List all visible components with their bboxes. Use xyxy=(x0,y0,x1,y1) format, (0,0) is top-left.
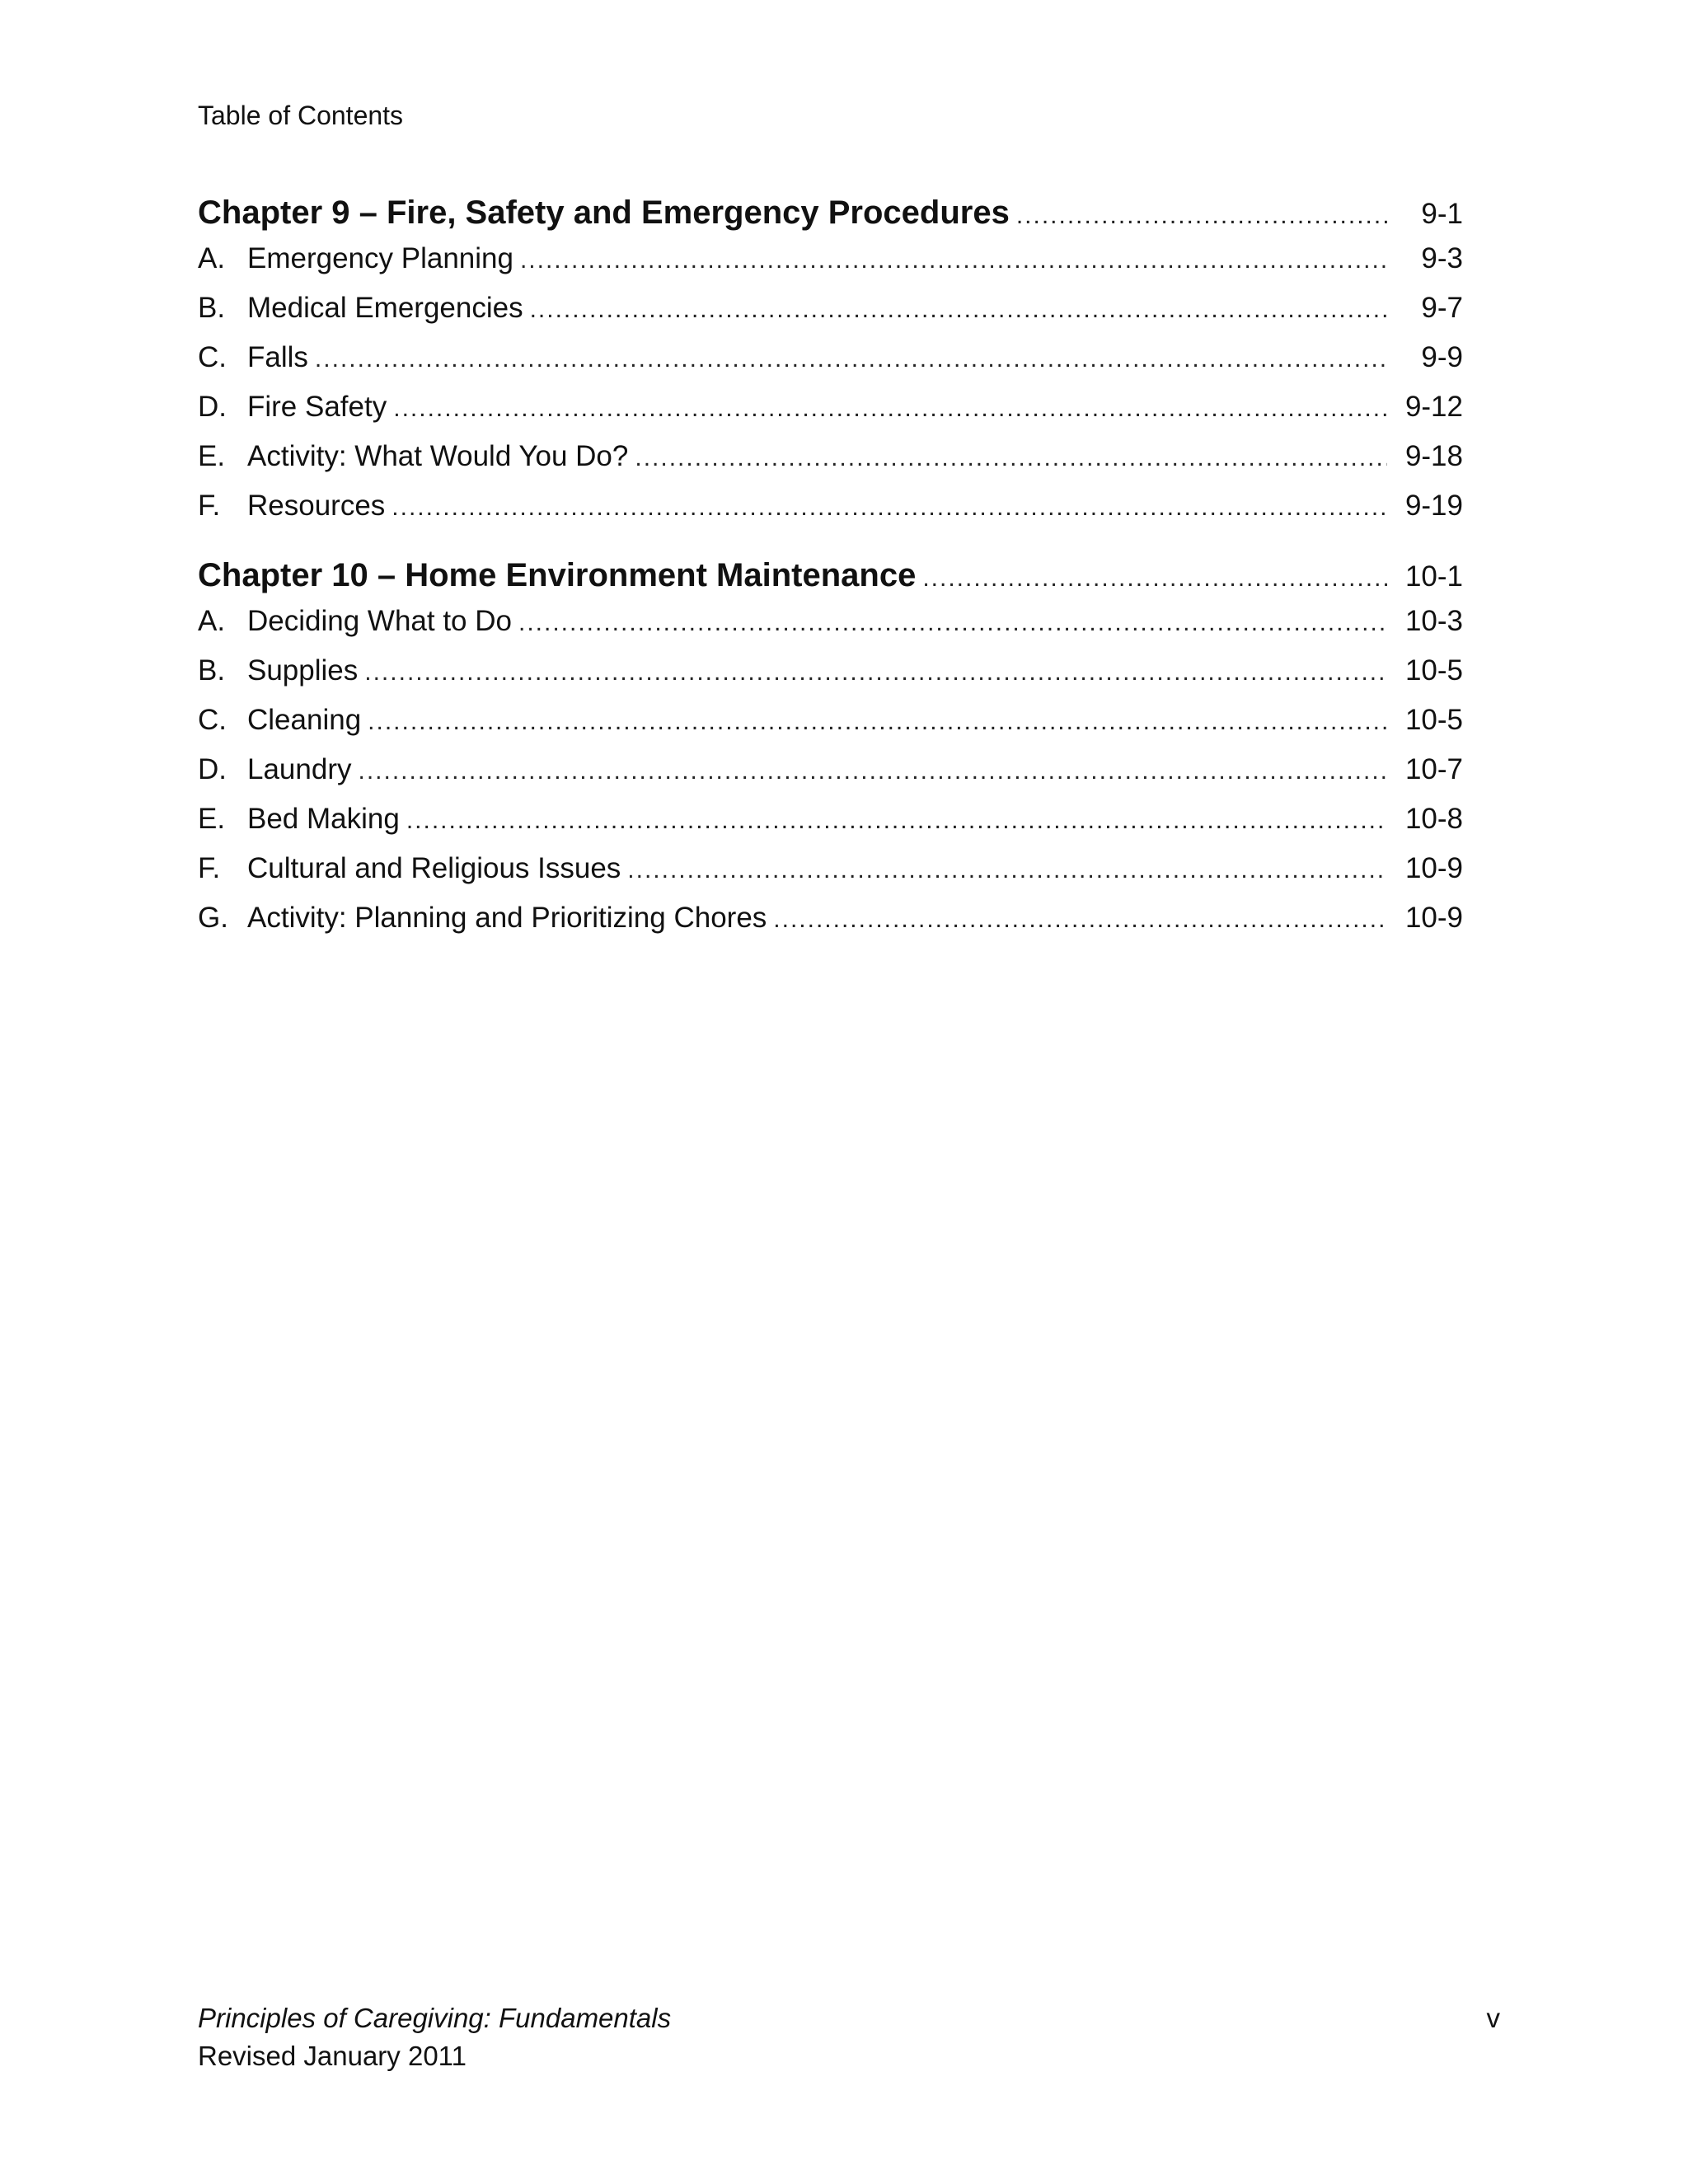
entry-letter: C. xyxy=(198,704,227,736)
entry-page-number: 9-7 xyxy=(1421,292,1463,324)
entry-letter: G. xyxy=(198,902,228,934)
entry-title: Cleaning xyxy=(247,704,362,736)
book-title: Principles of Caregiving: Fundamentals xyxy=(198,2003,672,2033)
entry-title: Falls xyxy=(247,341,308,373)
entry-page-number: 9-3 xyxy=(1421,242,1463,274)
chapter-10-section xyxy=(198,557,1463,951)
toc-entry[interactable] xyxy=(198,292,1463,341)
chapter-page-number: 10-1 xyxy=(1404,560,1463,593)
chapter-9-section xyxy=(198,194,1463,539)
entry-page-number: 9-19 xyxy=(1404,490,1463,522)
running-header: Table of Contents xyxy=(198,101,404,130)
toc-entry[interactable] xyxy=(198,654,1463,704)
toc-entry[interactable] xyxy=(198,704,1463,753)
entry-letter: E. xyxy=(198,440,226,472)
entry-title: Fire Safety xyxy=(247,391,387,423)
entry-title: Cultural and Religious Issues xyxy=(247,852,621,884)
dot-leader xyxy=(627,856,1387,884)
dot-leader xyxy=(530,296,1387,324)
toc-entry[interactable] xyxy=(198,341,1463,391)
toc-entry[interactable] xyxy=(198,753,1463,803)
entry-page-number: 10-3 xyxy=(1404,605,1463,637)
entry-title: Bed Making xyxy=(247,803,400,835)
entry-letter: D. xyxy=(198,753,227,785)
dot-leader xyxy=(1016,202,1387,230)
entry-page-number: 10-7 xyxy=(1404,753,1463,785)
chapter-heading[interactable] xyxy=(198,557,1463,605)
dot-leader xyxy=(358,757,1387,785)
dot-leader xyxy=(315,345,1387,373)
page-footer xyxy=(198,1999,1500,2075)
entry-page-number: 9-18 xyxy=(1404,440,1463,472)
entry-page-number: 10-8 xyxy=(1404,803,1463,835)
entry-letter: C. xyxy=(198,341,227,373)
entry-title: Laundry xyxy=(247,753,352,785)
chapter-page-number: 9-1 xyxy=(1421,198,1463,230)
entry-page-number: 9-9 xyxy=(1421,341,1463,373)
entry-title: Deciding What to Do xyxy=(247,605,512,637)
dot-leader xyxy=(406,807,1387,835)
toc-entry[interactable] xyxy=(198,490,1463,539)
entry-letter: B. xyxy=(198,292,226,324)
entry-letter: F. xyxy=(198,490,221,522)
entry-letter: D. xyxy=(198,391,227,423)
entry-page-number: 10-5 xyxy=(1404,654,1463,687)
entry-letter: F. xyxy=(198,852,221,884)
dot-leader xyxy=(773,906,1387,934)
revision-date: Revised January 2011 xyxy=(198,2041,467,2071)
entry-title: Emergency Planning xyxy=(247,242,513,274)
entry-letter: A. xyxy=(198,605,226,637)
dot-leader xyxy=(518,609,1387,637)
entry-page-number: 10-9 xyxy=(1404,902,1463,934)
toc-entry[interactable] xyxy=(198,605,1463,654)
chapter-heading[interactable] xyxy=(198,194,1463,242)
dot-leader xyxy=(635,444,1387,472)
entry-page-number: 10-5 xyxy=(1404,704,1463,736)
dot-leader xyxy=(392,494,1387,522)
chapter-title: Chapter 9 – Fire, Safety and Emergency Procedures xyxy=(198,194,1010,231)
toc-entry[interactable] xyxy=(198,440,1463,490)
entry-letter: B. xyxy=(198,654,226,687)
dot-leader xyxy=(368,708,1387,736)
toc-entry[interactable] xyxy=(198,852,1463,902)
toc-entry[interactable] xyxy=(198,391,1463,440)
dot-leader xyxy=(520,246,1387,274)
entry-title: Supplies xyxy=(247,654,359,687)
entry-title: Activity: What Would You Do? xyxy=(247,440,629,472)
page-number: v xyxy=(1486,2003,1500,2033)
toc-entry[interactable] xyxy=(198,803,1463,852)
entry-page-number: 9-12 xyxy=(1404,391,1463,423)
entry-letter: E. xyxy=(198,803,226,835)
entry-title: Medical Emergencies xyxy=(247,292,523,324)
entry-title: Resources xyxy=(247,490,386,522)
dot-leader xyxy=(922,565,1387,593)
dot-leader xyxy=(364,658,1387,687)
toc-entry[interactable] xyxy=(198,242,1463,292)
entry-letter: A. xyxy=(198,242,226,274)
entry-title: Activity: Planning and Prioritizing Chores xyxy=(247,902,767,934)
entry-page-number: 10-9 xyxy=(1404,852,1463,884)
table-of-contents xyxy=(198,194,1463,951)
chapter-title: Chapter 10 – Home Environment Maintenance xyxy=(198,557,917,593)
dot-leader xyxy=(393,395,1387,423)
toc-entry[interactable] xyxy=(198,902,1463,951)
